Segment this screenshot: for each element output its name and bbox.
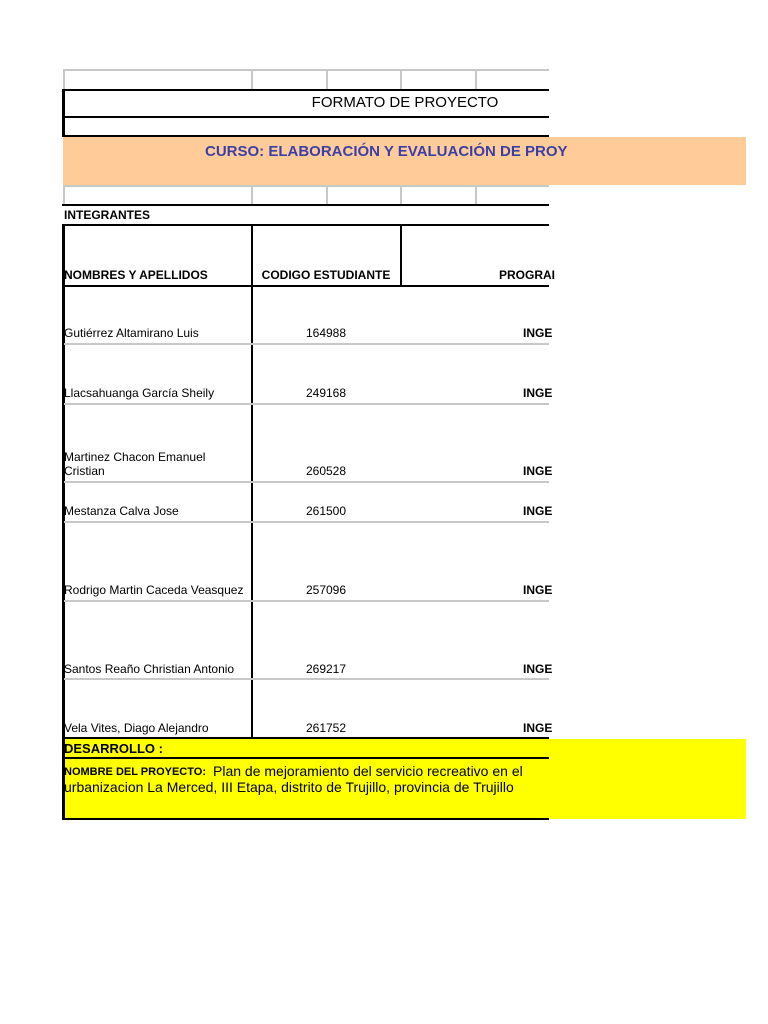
table-row-program: INGE [523, 464, 553, 478]
project-name-text-continued: urbanizacion La Merced, III Etapa, distrito de Trujillo, provincia de Trujillo [64, 779, 514, 795]
project-name-text: Plan de mejoramiento del servicio recreativo en el [213, 763, 523, 779]
course-title: CURSO: ELABORACIÓN Y EVALUACIÓN DE PROY [205, 143, 568, 160]
table-row-code: 260528 [305, 464, 347, 478]
table-row-code: 164988 [305, 326, 347, 340]
document-title: FORMATO DE PROYECTO [311, 94, 499, 111]
members-heading: INTEGRANTES [64, 208, 151, 222]
table-row-code: 269217 [305, 662, 347, 676]
table-row-program: INGE [523, 386, 553, 400]
column-header-code: CODIGO ESTUDIANTE [261, 268, 391, 282]
table-row-code: 249168 [305, 386, 347, 400]
table-row-name: Santos Reaño Christian Antonio [64, 662, 235, 676]
table-row-name: Llacsahuanga García Sheily [64, 386, 215, 400]
table-row-program: INGE [523, 326, 553, 340]
table-row-program: INGE [523, 662, 553, 676]
column-header-name: NOMBRES Y APELLIDOS [64, 268, 208, 282]
table-row-name: Mestanza Calva Jose [64, 504, 179, 518]
project-name-label: NOMBRE DEL PROYECTO: [64, 766, 206, 778]
table-row-name-continued: Cristian [64, 464, 105, 478]
development-label: DESARROLLO : [64, 741, 163, 756]
table-row-code: 261500 [305, 504, 347, 518]
table-row-name: Gutiérrez Altamirano Luis [64, 326, 199, 340]
table-row-name: Rodrigo Martin Caceda Veasquez [64, 583, 244, 597]
table-row-code: 261752 [305, 721, 347, 735]
table-row-program: INGE [523, 721, 553, 735]
table-row-name: Vela Vites, Diago Alejandro [64, 721, 209, 735]
table-row-name: Martinez Chacon Emanuel [64, 450, 206, 464]
column-header-program: PROGRAI [499, 268, 556, 282]
table-row-program: INGE [523, 583, 553, 597]
table-row-code: 257096 [305, 583, 347, 597]
table-row-program: INGE [523, 504, 553, 518]
